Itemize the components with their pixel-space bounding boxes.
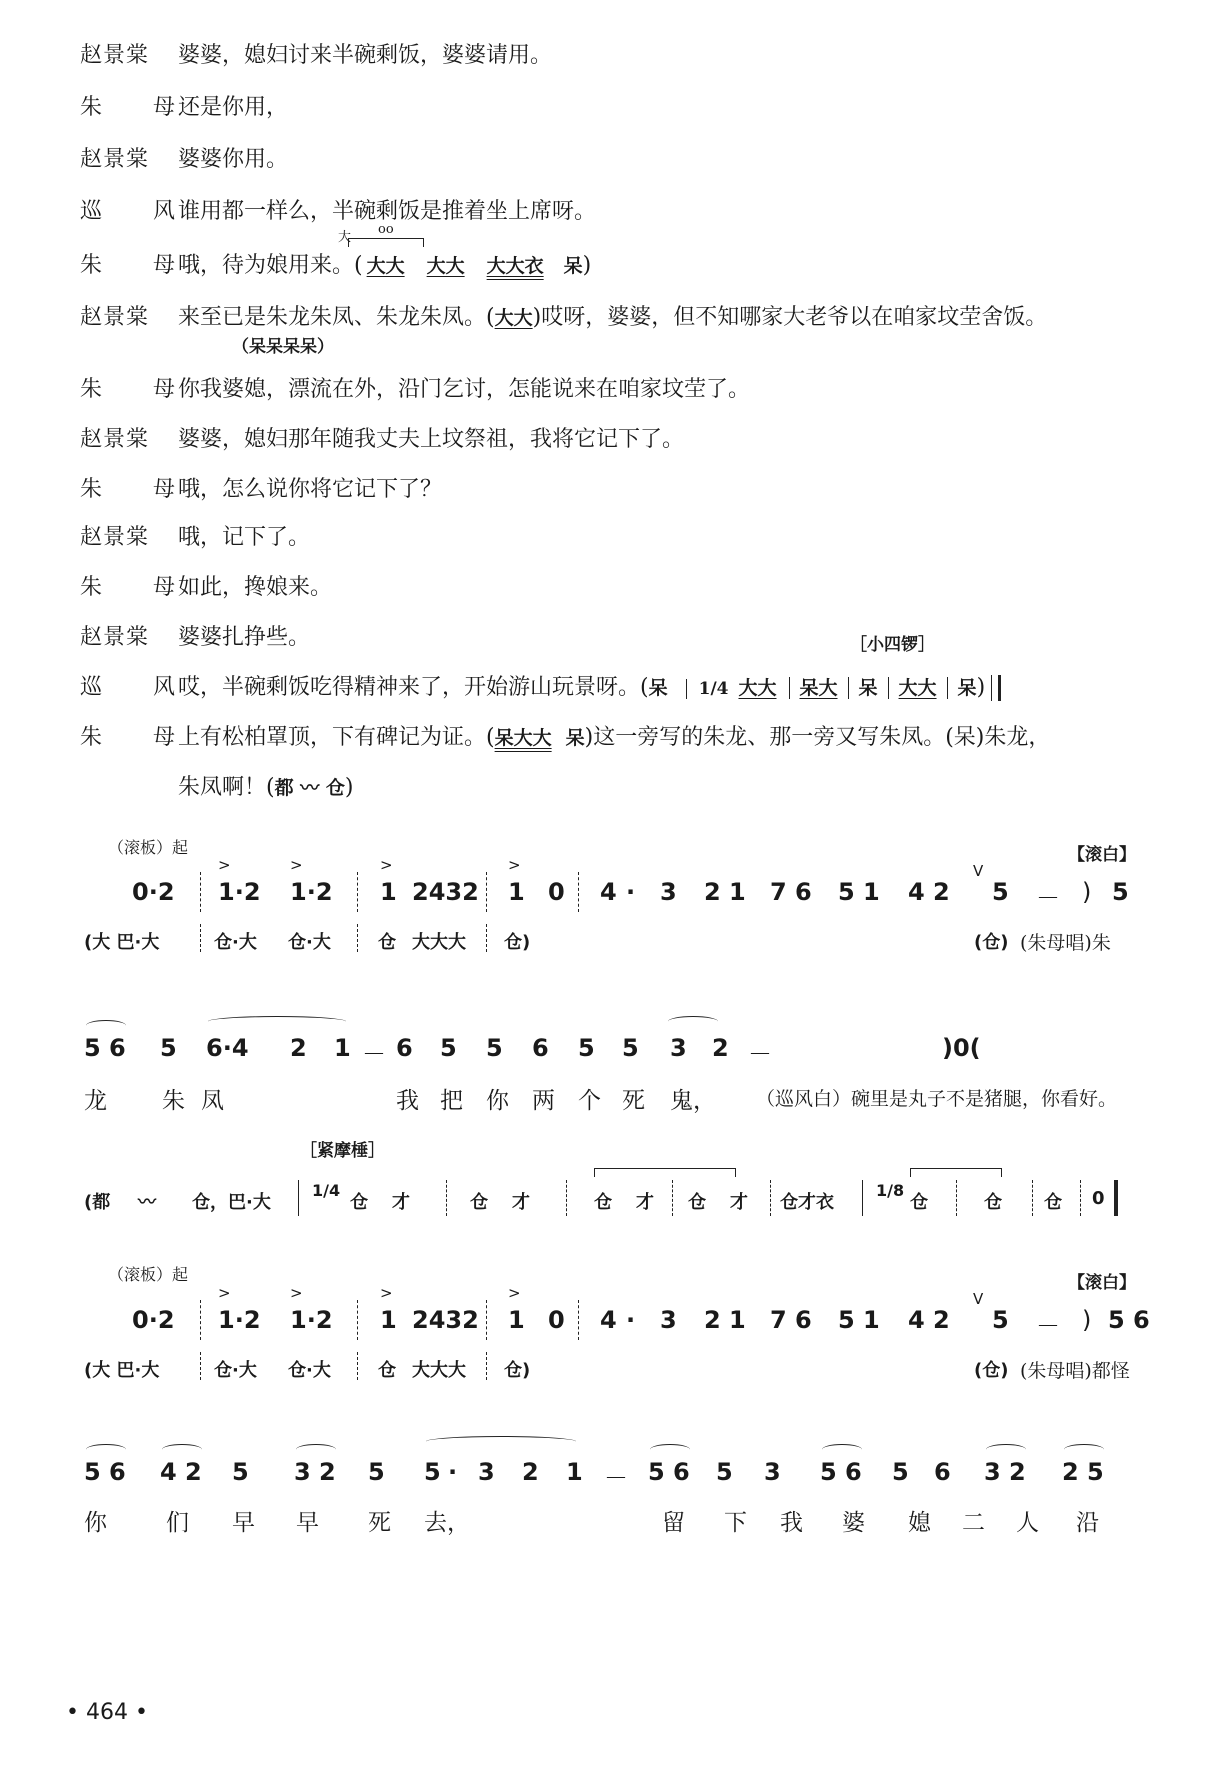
perc-syllable: 呆 [565,727,585,749]
jianpu-note: ) [1082,1306,1092,1334]
jianpu-note: 1 [508,878,525,906]
jianpu-note: 1·2 [290,878,333,906]
speaker: 赵景棠 [80,147,150,172]
lyric: 龙 [84,1088,107,1114]
lyric: 死 [622,1088,645,1114]
slur [86,1020,126,1031]
lyric: 早 [296,1510,319,1536]
jianpu-note: － [748,1040,772,1068]
lyric: 朱凤 [162,1088,240,1114]
dialogue-line [80,142,1160,173]
jianpu-note: 6 [396,1034,413,1062]
lyric: 婆 [842,1510,865,1536]
speaker: 朱 母 [80,725,197,750]
speaker: 朱 母 [80,95,197,120]
lyric: 早 [232,1510,255,1536]
slur [1064,1444,1104,1455]
tempo-marking: （滚板）起 [108,838,189,857]
jianpu-note: )0( [942,1034,981,1062]
spoken-aside: （巡风白）碗里是丸子不是猪腿，你看好。 [756,1088,1118,1110]
barline [200,924,201,952]
lyric: 留 [662,1510,685,1536]
perc-syllable: 都 〰 仓 [274,777,345,799]
jianpu-note: 2432 [412,878,479,906]
grouping-bracket [910,1168,1002,1177]
line-text: 哦，记下了。 [178,525,311,550]
final-barline [991,675,1001,701]
jianpu-note: 5 1 [838,878,880,906]
slur [668,1016,718,1027]
perc-syllable: 呆 [563,255,583,277]
accent-mark: 大 [338,230,352,245]
dialogue-line [80,670,1160,701]
dialogue-line [80,620,1160,651]
perc-syllable: 大大 [366,255,405,277]
jianpu-note: 2 [712,1034,729,1062]
line-text: 还是你用， [178,95,289,120]
jianpu-note: 2 1 [704,878,746,906]
accent-mark: > [218,856,231,874]
barline [956,1180,957,1216]
perc-syllable: 呆大大 [494,727,552,749]
perc-line: 仓 [1044,1192,1062,1213]
slur [162,1444,202,1455]
perc-line: 仓 [470,1192,488,1213]
line-text: 婆婆你用。 [178,147,289,172]
jianpu-note: － [1036,1312,1060,1340]
jianpu-note: 3 [660,1306,677,1334]
jianpu-note: 1 [334,1034,351,1062]
line-text: 你我婆媳，漂流在外，沿门乞讨，怎能说来在咱家坟茔了。 [178,377,751,402]
perc-line: 仓 [594,1192,612,1213]
perc-syllable: 大大 [426,255,465,277]
jianpu-note: 4 2 [908,1306,950,1334]
lyric: 鬼， [670,1088,716,1114]
line-text: )这一旁写的朱龙、那一旁又写朱凤。(呆)朱龙， [584,725,1051,750]
jianpu-note: 4 2 [908,878,950,906]
slur [208,1016,346,1027]
lyric: 把 [440,1088,463,1114]
time-signature: 1/8 [876,1181,905,1200]
barline [486,1352,487,1380]
jianpu-note: · [448,1458,458,1486]
sung-cue: (朱母唱)都怪 [1020,1360,1130,1382]
speaker: 巡 风 [80,675,197,700]
accent-mark: > [380,856,393,874]
lyric: 我 [396,1088,419,1114]
perc-line: 仓，巴·大 [192,1192,271,1213]
speaker: 赵景棠 [80,525,150,550]
close-paren: ) [344,775,354,800]
lyric: 个 [578,1088,601,1114]
percussion-pattern-label: ［小四锣］ [850,635,935,655]
jianpu-note: 5 6 [648,1458,690,1486]
slur [426,1436,576,1447]
perc-line: 仓·大 [214,1360,257,1381]
jianpu-note: 3 [478,1458,495,1486]
jianpu-note: 5 [892,1458,909,1486]
barline [357,872,358,912]
perc-line: 仓 [378,932,396,953]
close-paren: ) [976,675,986,700]
jianpu-note: 5 [486,1034,503,1062]
barline [770,1180,771,1216]
barline [200,872,201,912]
barline [1032,1180,1033,1216]
jianpu-note: 0 [548,878,565,906]
lyric: 两 [532,1088,555,1114]
jianpu-note: 5 6 [820,1458,862,1486]
slur [86,1444,126,1455]
perc-line: 仓) [504,1360,531,1381]
slur [296,1444,336,1455]
lyric: 你 [84,1510,107,1536]
barline [578,872,579,912]
final-barline [1114,1180,1118,1216]
perc-line: 才 [392,1192,410,1213]
perc-line: (都 [84,1192,111,1213]
jianpu-note: － [1036,884,1060,912]
lyric: 你 [486,1088,509,1114]
jianpu-note: 5 [622,1034,639,1062]
line-text: 哦，怎么说你将它记下了？ [178,477,443,502]
jianpu-note: 5 [578,1034,595,1062]
slur [650,1444,690,1455]
accent-mark: > [290,856,303,874]
barline [357,924,358,952]
slur [986,1444,1026,1455]
perc-line: 仓 [688,1192,706,1213]
jianpu-note: 2 [522,1458,539,1486]
perc-subline: （呆呆呆呆） [232,337,334,357]
line-text: 婆婆扎挣些。 [178,625,311,650]
perc-line: 仓才衣 [780,1192,834,1213]
dialogue-line [80,422,1160,453]
accent-mark: > [290,1284,303,1302]
line-text: 朱凤啊！( [178,775,275,800]
jianpu-note: · [626,1306,636,1334]
speaker: 朱 母 [80,477,197,502]
jianpu-note: 5 1 [838,1306,880,1334]
barline [357,1352,358,1380]
jianpu-note: 5 6 [84,1458,126,1486]
barline [357,1300,358,1340]
perc-line: 仓·大 [288,932,331,953]
perc-line: 仓 [984,1192,1002,1213]
jianpu-note: 2 [290,1034,307,1062]
jianpu-note: 2432 [412,1306,479,1334]
grouping-bracket [348,238,424,247]
perc-line: 仓·大 [288,1360,331,1381]
dialogue-line [80,720,1160,751]
line-text: 哦，待为娘用来。( [178,253,363,278]
barline [566,1180,567,1216]
jianpu-note: 1 [380,1306,397,1334]
speaker: 巡 风 [80,199,197,224]
jianpu-note: 2 1 [704,1306,746,1334]
jianpu-note: － [362,1040,386,1068]
jianpu-note: 3 [764,1458,781,1486]
perc-line: 0 [1092,1188,1105,1209]
slur [822,1444,862,1455]
barline [486,1300,487,1340]
perc-line: (大 巴·大 [84,1360,160,1381]
perc-syllable: 大大 [494,307,533,329]
jianpu-note: 3 [670,1034,687,1062]
lyric: 下 [724,1510,747,1536]
perc-line: 〰 [138,1192,156,1213]
barline [200,1300,201,1340]
perc-line: 仓 [910,1192,928,1213]
jianpu-note: 5 [160,1034,177,1062]
barline [578,1300,579,1340]
speaker: 朱 母 [80,575,197,600]
breath-mark: V [973,862,984,880]
barline [486,924,487,952]
jianpu-note: 5 [992,878,1009,906]
jianpu-note: 6 [532,1034,549,1062]
jianpu-note: 5 [440,1034,457,1062]
speaker: 赵景棠 [80,427,150,452]
dialogue-line [80,194,1160,225]
jianpu-note: 3 2 [294,1458,336,1486]
perc-line: 仓) [504,932,531,953]
perc-line: 才 [636,1192,654,1213]
perc-line: (仓) [974,932,1009,953]
jianpu-note: 4 [600,878,617,906]
lyric: 二 [962,1510,985,1536]
dialogue-line [80,520,1160,551]
jianpu-note: 5 [1112,878,1129,906]
perc-line: 仓 [350,1192,368,1213]
jianpu-note: 5 [368,1458,385,1486]
jianpu-note: ) [1082,878,1092,906]
barline [200,1352,201,1380]
barline [862,1180,863,1216]
jianpu-note: 6·4 [206,1034,249,1062]
jianpu-note: － [604,1464,628,1492]
speaker: 赵景棠 [80,305,150,330]
dialogue-line [80,248,1160,279]
lyric: 去， [424,1510,470,1536]
breath-mark: V [973,1290,984,1308]
perc-line: 才 [730,1192,748,1213]
jianpu-note: · [626,878,636,906]
jianpu-note: 1·2 [218,1306,261,1334]
accent-mark: > [380,1284,393,1302]
perc-line: (仓) [974,1360,1009,1381]
perc-line: 仓 [378,1360,396,1381]
jianpu-note: 5 6 [84,1034,126,1062]
jianpu-note: 0·2 [132,878,175,906]
accent-mark: > [508,1284,521,1302]
tempo-marking: （滚板）起 [108,1265,189,1284]
perc-line: 大大大 [412,932,466,953]
dialogue-line [80,90,1160,121]
line-text: 婆婆，媳妇那年随我丈夫上坟祭祖，我将它记下了。 [178,427,685,452]
section-tag: 【滚白】 [1068,1273,1136,1293]
barline [446,1180,447,1216]
barline [672,1180,673,1216]
jianpu-note: 1·2 [290,1306,333,1334]
dialogue-line [80,770,1160,801]
lyric: 死 [368,1510,391,1536]
jianpu-note: 1·2 [218,878,261,906]
section-tag: 【滚白】 [1068,845,1136,865]
speaker: 赵景棠 [80,625,150,650]
line-text: 如此，搀娘来。 [178,575,333,600]
jianpu-note: 0 [548,1306,565,1334]
accent-mark: oo [378,222,394,237]
lyric: 沿 [1076,1510,1099,1536]
perc-line: 仓·大 [214,932,257,953]
line-text: 谁用都一样么，半碗剩饭是推着坐上席呀。 [178,199,597,224]
perc-syllable: 大大 [738,677,777,699]
jianpu-note: 7 6 [770,1306,812,1334]
line-text: 婆婆，媳妇讨来半碗剩饭，婆婆请用。 [178,43,553,68]
jianpu-note: 4 [600,1306,617,1334]
perc-line: 大大大 [412,1360,466,1381]
perc-syllable: 呆 [848,677,878,699]
time-signature: 1/4 [686,679,729,699]
time-signature: 1/4 [312,1181,341,1200]
jianpu-note: 5 6 [1108,1306,1150,1334]
line-text: 上有松柏罩顶，下有碑记为证。( [178,725,495,750]
sung-cue: (朱母唱)朱 [1020,932,1111,954]
close-paren: ) [582,253,592,278]
grouping-bracket [594,1168,736,1177]
jianpu-note: 5 [992,1306,1009,1334]
dialogue-line [80,300,1160,331]
perc-syllable: 呆大 [789,677,838,699]
perc-syllable: 大大衣 [486,255,544,277]
perc-line: 才 [512,1192,530,1213]
perc-syllable: 呆 [648,677,668,699]
perc-line: (大 巴·大 [84,932,160,953]
lyric: 人 [1016,1510,1039,1536]
jianpu-note: 4 2 [160,1458,202,1486]
dialogue-line [80,38,1160,69]
barline [298,1180,299,1216]
speaker: 朱 母 [80,377,197,402]
lyric: 媳 [908,1510,931,1536]
accent-mark: > [508,856,521,874]
line-text: 来至已是朱龙朱凤、朱龙朱凤。( [178,305,495,330]
barline [1080,1180,1081,1216]
barline [486,872,487,912]
jianpu-note: 2 5 [1062,1458,1104,1486]
speaker: 赵景棠 [80,43,150,68]
percussion-pattern-label: ［紧摩棰］ [300,1141,385,1161]
jianpu-note: 0·2 [132,1306,175,1334]
jianpu-note: 5 [232,1458,249,1486]
jianpu-note: 1 [566,1458,583,1486]
dialogue-line [80,472,1160,503]
jianpu-note: 3 [660,878,677,906]
lyric: 们 [166,1510,189,1536]
speaker: 朱 母 [80,253,197,278]
jianpu-note: 5 [716,1458,733,1486]
perc-syllable: 大大 [888,677,937,699]
accent-mark: > [218,1284,231,1302]
line-text: )哎呀，婆婆，但不知哪家大老爷以在咱家坟茔舍饭。 [532,305,1048,330]
lyric: 我 [780,1510,803,1536]
line-text: 哎，半碗剩饭吃得精神来了，开始游山玩景呀。( [178,675,649,700]
dialogue-line [80,372,1160,403]
jianpu-note: 5 [424,1458,441,1486]
jianpu-note: 6 [934,1458,951,1486]
page-number: • 464 • [66,1700,148,1725]
jianpu-note: 7 6 [770,878,812,906]
perc-syllable: 呆 [947,677,977,699]
jianpu-note: 1 [380,878,397,906]
jianpu-note: 1 [508,1306,525,1334]
jianpu-note: 3 2 [984,1458,1026,1486]
dialogue-line [80,570,1160,601]
